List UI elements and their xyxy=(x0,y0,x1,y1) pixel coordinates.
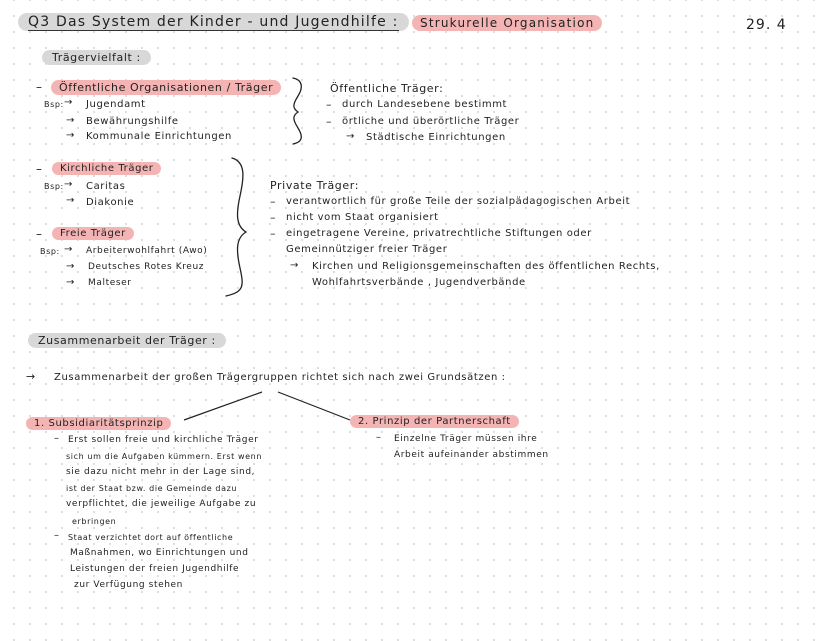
page-title: Q3 Das System der Kinder - und Jugendhilfe : xyxy=(18,13,409,31)
list-item: Jugendamt xyxy=(86,99,146,110)
principle-line: Maßnahmen, wo Einrichtungen und xyxy=(70,548,249,558)
principle-line: verpflichtet, die jeweilige Aufgabe zu xyxy=(66,499,257,509)
arrow-icon: → xyxy=(66,115,75,126)
label-church-carriers: Kirchliche Träger xyxy=(52,162,161,175)
arrow-icon: → xyxy=(66,195,75,206)
principle-line: Erst sollen freie und kirchliche Träger xyxy=(68,435,259,445)
principle-line: Einzelne Träger müssen ihre xyxy=(394,434,538,444)
section-heading-zusammenarbeit: Zusammenarbeit der Träger : xyxy=(28,333,226,348)
principle-line: Arbeit aufeinander abstimmen xyxy=(394,450,549,460)
public-notes-title: Öffentliche Träger: xyxy=(330,82,444,95)
list-item: Deutsches Rotes Kreuz xyxy=(88,262,205,272)
arrow-icon: → xyxy=(64,97,73,108)
principle-line: Staat verzichtet dort auf öffentliche xyxy=(68,533,234,542)
brace-private xyxy=(226,158,246,296)
list-item: Kommunale Einrichtungen xyxy=(86,131,232,142)
bullet-dash: – xyxy=(270,195,277,208)
principle-line: sich um die Aufgaben kümmern. Erst wenn xyxy=(66,452,262,461)
bullet-dash: – xyxy=(270,227,277,240)
label-subsidiarity: 1. Subsidiaritätsprinzip xyxy=(26,417,171,430)
intro-line: Zusammenarbeit der großen Trägergruppen richtet sich nach zwei Grundsätzen : xyxy=(54,372,506,383)
arrow-icon: → xyxy=(64,179,73,190)
bullet-dash: – xyxy=(36,227,43,241)
private-notes-title: Private Träger: xyxy=(270,179,359,192)
arrow-icon: → xyxy=(66,277,75,288)
note-line: durch Landesebene bestimmt xyxy=(342,99,508,110)
brace-public xyxy=(293,78,301,144)
section-heading-traegervielfalt: Trägervielfalt : xyxy=(42,50,151,65)
note-line: Kirchen und Religionsgemeinschaften des öffentlichen Rechts, xyxy=(312,261,660,272)
principle-line: ist der Staat bzw. die Gemeinde dazu xyxy=(66,484,238,493)
arrow-icon: → xyxy=(66,130,75,141)
principle-line: erbringen xyxy=(72,517,117,526)
principle-line: Leistungen der freien Jugendhilfe xyxy=(70,564,240,574)
connector-line-left xyxy=(184,392,262,420)
list-item: Malteser xyxy=(88,278,132,288)
list-item: Diakonie xyxy=(86,197,135,208)
arrow-icon: → xyxy=(66,261,75,272)
note-line: eingetragene Vereine, privatrechtliche Stiftungen oder xyxy=(286,228,592,239)
note-line: örtliche und überörtliche Träger xyxy=(342,116,520,127)
note-line: Gemeinnütziger freier Träger xyxy=(286,244,448,255)
date: 29. 4 xyxy=(746,17,787,33)
label-free-carriers: Freie Träger xyxy=(52,227,134,240)
label-partnership: 2. Prinzip der Partnerschaft xyxy=(350,415,519,428)
list-item: Bewährungshilfe xyxy=(86,116,179,127)
principle-line: sie dazu nicht mehr in der Lage sind, xyxy=(66,467,256,477)
arrow-icon: → xyxy=(26,370,36,383)
list-item: Arbeiterwohlfahrt (Awo) xyxy=(86,246,208,256)
note-line: Wohlfahrtsverbände , Jugendverbände xyxy=(312,277,526,288)
bullet-dash: – xyxy=(54,433,60,444)
list-item: Caritas xyxy=(86,181,126,192)
principle-line: zur Verfügung stehen xyxy=(74,580,183,590)
example-label: Bsp: xyxy=(44,182,64,191)
page-subtitle: Strukurelle Organisation xyxy=(412,15,602,31)
note-line: nicht vom Staat organisiert xyxy=(286,212,439,223)
bullet-dash: – xyxy=(36,80,43,94)
bullet-dash: – xyxy=(54,530,60,541)
note-line: verantwortlich für große Teile der sozialpädagogischen Arbeit xyxy=(286,196,631,207)
bullet-dash: – xyxy=(326,115,333,128)
bullet-dash: – xyxy=(36,162,43,176)
example-label: Bsp: xyxy=(40,247,60,256)
bullet-dash: – xyxy=(326,98,333,111)
bullet-dash: – xyxy=(376,432,382,443)
connector-line-right xyxy=(278,392,350,420)
label-public-carriers: Öffentliche Organisationen / Träger xyxy=(51,80,281,95)
arrow-icon: → xyxy=(64,244,73,255)
arrow-icon: → xyxy=(346,131,355,142)
note-line: Städtische Einrichtungen xyxy=(366,132,506,143)
arrow-icon: → xyxy=(290,260,299,271)
bullet-dash: – xyxy=(270,211,277,224)
example-label: Bsp: xyxy=(44,100,64,109)
